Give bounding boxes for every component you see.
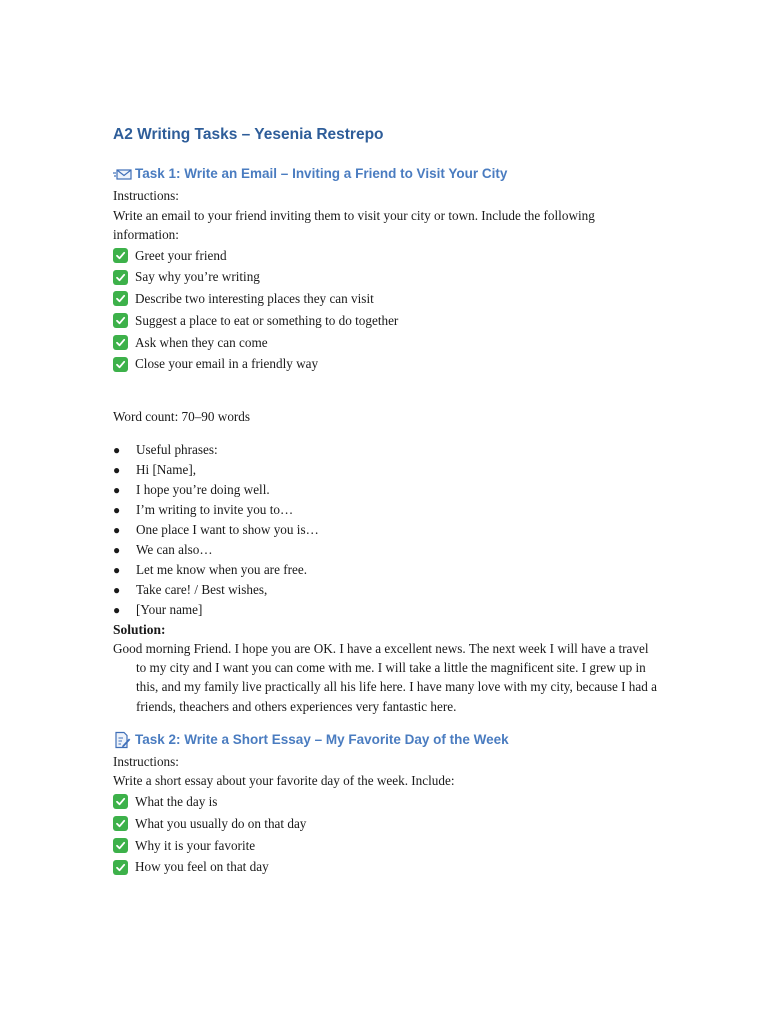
list-item-text: Hi [Name], xyxy=(136,461,197,477)
list-item xyxy=(113,560,658,580)
task1-heading xyxy=(113,162,658,186)
document-page xyxy=(113,122,658,878)
list-item xyxy=(113,540,658,560)
word-count: Word count: 70–90 words xyxy=(113,409,251,425)
bullet-icon: ● xyxy=(113,602,121,617)
task2-checklist xyxy=(113,791,658,878)
checklist-item-label: Ask when they can come xyxy=(135,334,268,350)
task2-heading-text: Task 2: Write a Short Essay – My Favorite Day of the Week xyxy=(135,731,509,747)
checklist-item-label: What the day is xyxy=(135,793,218,809)
bullet-icon: ● xyxy=(113,562,121,577)
bullet-icon: ● xyxy=(113,502,121,517)
list-item xyxy=(113,440,658,460)
bullet-icon: ● xyxy=(113,582,121,597)
list-item-text: Take care! / Best wishes, xyxy=(136,581,268,597)
checklist-item-label: What you usually do on that day xyxy=(135,815,307,831)
checklist-item xyxy=(113,266,658,288)
list-item-text: Let me know when you are free. xyxy=(136,561,307,577)
bullet-icon: ● xyxy=(113,542,121,557)
check-mark-icon xyxy=(113,291,128,306)
checklist-item-label: Describe two interesting places they can visit xyxy=(135,291,374,307)
envelope-icon xyxy=(113,167,135,181)
check-mark-icon xyxy=(113,313,128,328)
checklist-item xyxy=(113,288,658,310)
check-mark-icon xyxy=(113,860,128,875)
checklist-item xyxy=(113,332,658,354)
task1-heading-text: Task 1: Write an Email – Inviting a Friend to Visit Your City xyxy=(135,166,508,181)
task1-checklist xyxy=(113,245,658,376)
checklist-item-label: Say why you’re writing xyxy=(135,269,260,285)
checklist-item-label: Why it is your favorite xyxy=(135,837,256,853)
checklist-item xyxy=(113,353,658,375)
list-item-text: I’m writing to invite you to… xyxy=(136,501,294,517)
check-mark-icon xyxy=(113,838,128,853)
checklist-item xyxy=(113,835,658,857)
task1-instructions-label: Instructions: xyxy=(113,188,179,203)
list-item xyxy=(113,580,658,600)
check-mark-icon xyxy=(113,248,128,263)
checklist-item-label: Greet your friend xyxy=(135,247,227,263)
bullet-icon: ● xyxy=(113,482,121,497)
list-item xyxy=(113,460,658,480)
list-item-text: I hope you’re doing well. xyxy=(136,481,270,497)
list-item-text: We can also… xyxy=(136,541,213,557)
check-mark-icon xyxy=(113,270,128,285)
checklist-item-label: Close your email in a friendly way xyxy=(135,356,319,372)
list-item-text: One place I want to show you is… xyxy=(136,521,319,537)
list-item xyxy=(113,480,658,500)
checklist-item xyxy=(113,791,658,813)
memo-icon xyxy=(113,731,135,749)
list-item-text: [Your name] xyxy=(136,601,203,617)
checklist-item-label: How you feel on that day xyxy=(135,859,269,875)
list-item-text: Useful phrases: xyxy=(136,441,218,457)
task1-instructions-text: Write an email to your friend inviting them to visit your city or town. Include the following information: xyxy=(113,207,595,242)
check-mark-icon xyxy=(113,816,128,831)
list-item xyxy=(113,500,658,520)
bullet-icon: ● xyxy=(113,522,121,537)
check-mark-icon xyxy=(113,794,128,809)
check-mark-icon xyxy=(113,335,128,350)
task2-instructions-text: Write a short essay about your favorite day of the week. Include: xyxy=(113,773,455,789)
list-item xyxy=(113,520,658,540)
list-item xyxy=(113,600,658,620)
checklist-item-label: Suggest a place to eat or something to do together xyxy=(135,312,399,328)
solution-label: Solution: xyxy=(113,621,166,637)
checklist-item xyxy=(113,813,658,835)
checklist-item xyxy=(113,310,658,332)
document-title: A2 Writing Tasks – Yesenia Restrepo xyxy=(113,126,384,143)
task2-heading xyxy=(113,728,658,752)
checklist-item xyxy=(113,245,658,267)
bullet-icon: ● xyxy=(113,462,121,477)
task2-instructions-label: Instructions: xyxy=(113,753,179,769)
check-mark-icon xyxy=(113,357,128,372)
solution-text: Good morning Friend. I hope you are OK. I have a excellent news. The next week I will have a travel to my city and I want you can come with me. I will take a little the magnificent site. I grew up in this, and my family live practically all his life here. I have many love with my city, because I had a friends, theachers and others experiences very fantastic here. xyxy=(113,640,657,714)
useful-phrases-list xyxy=(113,440,658,620)
checklist-item xyxy=(113,856,658,878)
bullet-icon: ● xyxy=(113,442,121,457)
